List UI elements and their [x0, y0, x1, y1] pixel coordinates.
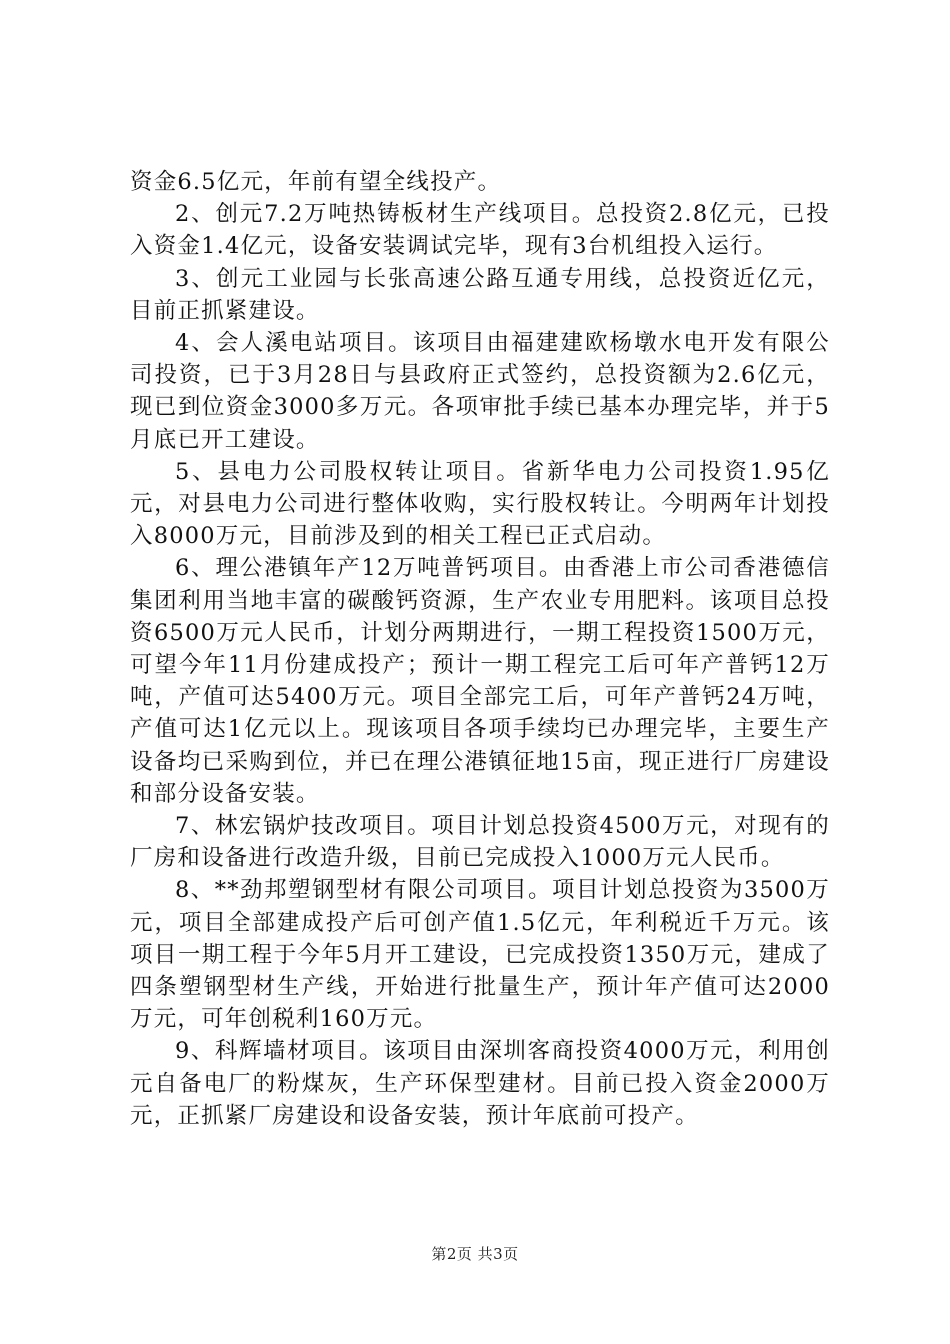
- paragraph-continuation: 资金6.5亿元，年前有望全线投产。: [130, 169, 502, 195]
- document-body: [130, 166, 830, 1132]
- page-number-footer: 第2页 共3页: [431, 1245, 519, 1263]
- paragraph-item-4: 4、会人溪电站项目。该项目由福建建欧杨墩水电开发有限公司投资，已于3月28日与县政府正式签约，总投资额为2.6亿元，现已到位资金3000多万元。各项审批手续已基本办理完毕，并于5月底已开工建设。: [130, 330, 830, 453]
- paragraph-item-7: 7、林宏锅炉技改项目。项目计划总投资4500万元，对现有的厂房和设备进行改造升级，目前已完成投入1000万元人民币。: [130, 813, 830, 872]
- paragraph-item-9: 9、科辉墙材项目。该项目由深圳客商投资4000万元，利用创元自备电厂的粉煤灰，生产环保型建材。目前已投入资金2000万元，正抓紧厂房建设和设备安装，预计年底前可投产。: [130, 1038, 830, 1129]
- paragraph-item-6: 6、理公港镇年产12万吨普钙项目。由香港上市公司香港德信集团利用当地丰富的碳酸钙资源，生产农业专用肥料。该项目总投资6500万元人民币，计划分两期进行，一期工程投资1500万元，可望今年11月份建成投产；预计一期工程完工后可年产普钙12万吨，产值可达5400万元。项目全部完工后，可年产普钙24万吨，产值可达1亿元以上。现该项目各项手续均已办理完毕，主要生产设备均已采购到位，并已在理公港镇征地15亩，现正进行厂房建设和部分设备安装。: [130, 555, 830, 807]
- paragraph-item-5: 5、县电力公司股权转让项目。省新华电力公司投资1.95亿元，对县电力公司进行整体收购，实行股权转让。今明两年计划投入8000万元，目前涉及到的相关工程已正式启动。: [130, 458, 830, 550]
- paragraph-item-8: 8、**劲邦塑钢型材有限公司项目。项目计划总投资为3500万元，项目全部建成投产后可创产值1.5亿元，年利税近千万元。该项目一期工程于今年5月开工建设，已完成投资1350万元，建成了四条塑钢型材生产线，开始进行批量生产，预计年产值可达2000万元，可年创税利160万元。: [130, 877, 830, 1033]
- paragraph-item-2: 2、创元7.2万吨热铸板材生产线项目。总投资2.8亿元，已投入资金1.4亿元，设备安装调试完毕，现有3台机组投入运行。: [130, 201, 830, 260]
- paragraph-item-3: 3、创元工业园与长张高速公路互通专用线，总投资近亿元，目前正抓紧建设。: [130, 265, 830, 324]
